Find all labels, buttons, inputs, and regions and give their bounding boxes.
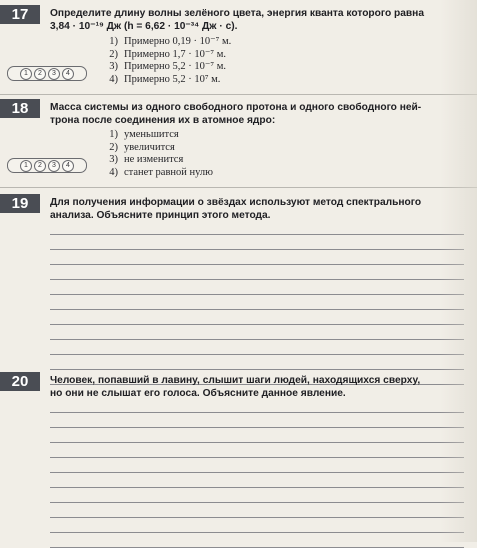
section-divider <box>0 187 477 188</box>
question-text-20-line1: Человек, попавший в лавину, слышит шаги людей, находящихся сверху, <box>50 375 421 386</box>
answer-line[interactable] <box>50 325 464 340</box>
question-text-19-line2: анализа. Объясните принцип этого метода. <box>50 210 271 221</box>
answer-line[interactable] <box>50 310 464 325</box>
question-number-18: 18 <box>0 99 40 118</box>
question-text-20 <box>50 374 468 400</box>
question-text-20-line2: но они не слышат его голоса. Объясните данное явление. <box>50 388 346 399</box>
option-17-4[interactable]: 4) Примерно 5,2 · 10⁷ м. <box>109 73 221 85</box>
question-text-18-line1: Масса системы из одного свободного протона и одного свободного ней- <box>50 102 422 113</box>
answer-circle-18-1[interactable]: 1 <box>20 160 32 172</box>
answer-box-17[interactable] <box>7 66 87 81</box>
answer-circle-17-4[interactable]: 4 <box>62 68 74 80</box>
section-divider <box>0 94 477 95</box>
option-18-3[interactable]: 3) не изменится <box>109 154 184 165</box>
answer-circle-17-3[interactable]: 3 <box>48 68 60 80</box>
answer-line[interactable] <box>50 355 464 370</box>
answer-line[interactable] <box>50 280 464 295</box>
answer-line[interactable] <box>50 503 464 518</box>
option-17-3[interactable]: 3) Примерно 5,2 · 10⁻⁷ м. <box>109 61 226 72</box>
answer-line[interactable] <box>50 443 464 458</box>
answer-line[interactable] <box>50 473 464 488</box>
option-17-2[interactable]: 2) Примерно 1,7 · 10⁻⁷ м. <box>109 48 226 60</box>
answer-line[interactable] <box>50 518 464 533</box>
question-text-17 <box>50 7 468 33</box>
answer-line[interactable] <box>50 488 464 503</box>
page-edge-shadow <box>440 0 477 542</box>
answer-line[interactable] <box>50 265 464 280</box>
question-text-18-line2: трона после соединения их в атомное ядро: <box>50 115 276 126</box>
answer-line[interactable] <box>50 458 464 473</box>
option-17-1[interactable]: 1) Примерно 0,19 · 10⁻⁷ м. <box>109 36 232 47</box>
answer-line[interactable] <box>50 340 464 355</box>
answer-line[interactable] <box>50 235 464 250</box>
answer-circle-18-3[interactable]: 3 <box>48 160 60 172</box>
question-number-17: 17 <box>0 5 40 24</box>
answer-line[interactable] <box>50 220 464 235</box>
question-text-17-line2: 3,84 · 10⁻¹⁹ Дж (h = 6,62 · 10⁻³⁴ Дж · с). <box>50 21 238 32</box>
answer-line[interactable] <box>50 398 464 413</box>
answer-box-18[interactable] <box>7 158 87 173</box>
answer-lines-20[interactable] <box>50 398 464 548</box>
answer-line[interactable] <box>50 413 464 428</box>
answer-circle-18-4[interactable]: 4 <box>62 160 74 172</box>
options-list-18 <box>102 129 213 179</box>
question-text-18 <box>50 101 468 127</box>
answer-lines-19[interactable] <box>50 220 464 385</box>
answer-line[interactable] <box>50 533 464 548</box>
answer-circle-17-2[interactable]: 2 <box>34 68 46 80</box>
question-number-19: 19 <box>0 194 40 213</box>
question-text-19-line1: Для получения информации о звёздах используют метод спектрального <box>50 197 422 208</box>
answer-circle-17-1[interactable]: 1 <box>20 68 32 80</box>
question-number-20: 20 <box>0 372 40 391</box>
option-18-1[interactable]: 1) уменьшится <box>109 129 179 140</box>
option-18-2[interactable]: 2) увеличится <box>109 141 175 153</box>
question-text-19 <box>50 196 468 222</box>
options-list-17 <box>102 36 231 86</box>
question-text-17-line1: Определите длину волны зелёного цвета, энергия кванта которого равна <box>50 8 425 19</box>
option-18-4[interactable]: 4) станет равной нулю <box>109 166 214 178</box>
answer-line[interactable] <box>50 428 464 443</box>
answer-circle-18-2[interactable]: 2 <box>34 160 46 172</box>
answer-line[interactable] <box>50 295 464 310</box>
answer-line[interactable] <box>50 250 464 265</box>
